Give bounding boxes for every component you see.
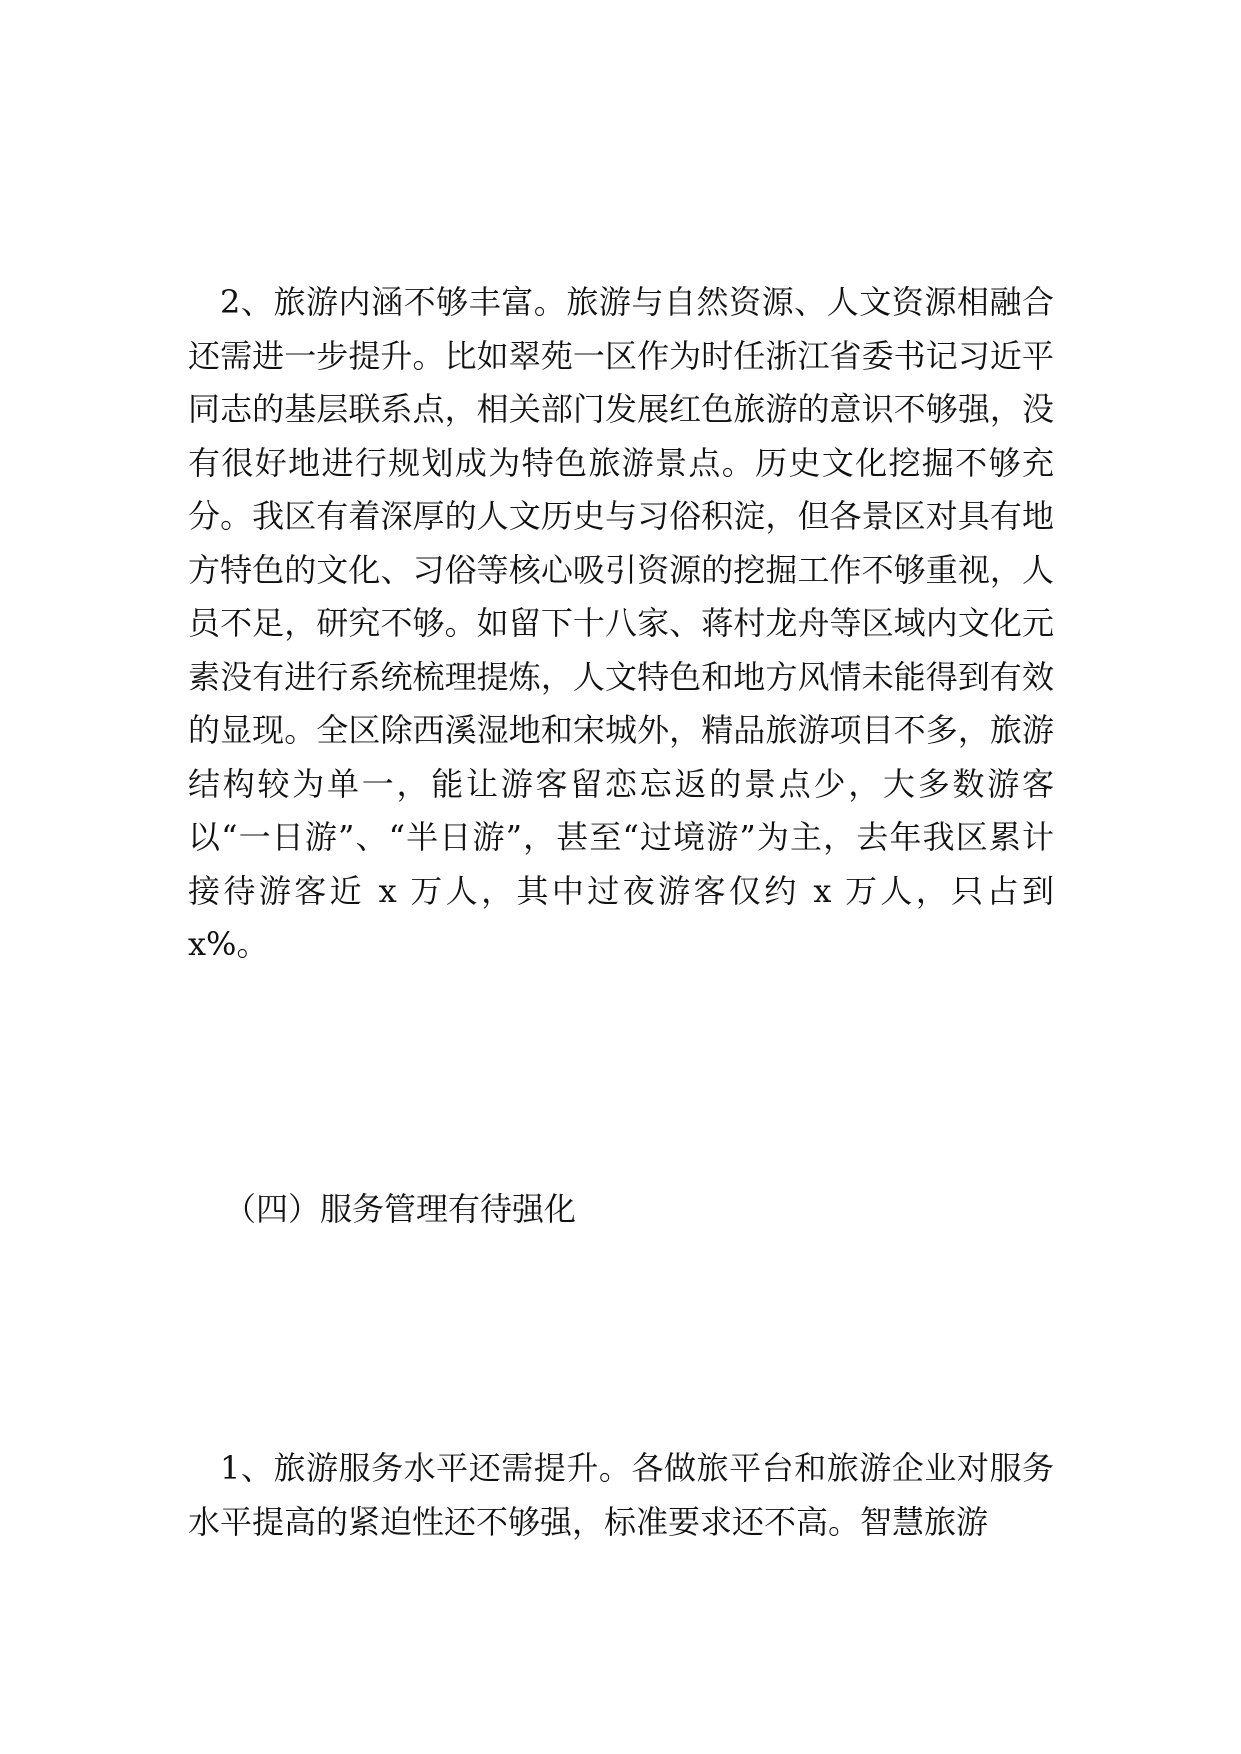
body-paragraph: [188, 1442, 1054, 1549]
paragraph-text: 1、旅游服务水平还需提升。各做旅平台和旅游企业对服务水平提高的紧迫性还不够强，标准要求还不高。智慧旅游: [188, 1449, 1054, 1541]
section-heading: （四）服务管理有待强化: [224, 1190, 577, 1228]
paragraph-text: 2、旅游内涵不够丰富。旅游与自然资源、人文资源相融合还需进一步提升。比如翠苑一区作为时任浙江省委书记习近平同志的基层联系点，相关部门发展红色旅游的意识不够强，没有很好地进行规划成为特色旅游景点。历史文化挖掘不够充分。我区有着深厚的人文历史与习俗积淀，但各景区对具有地方特色的文化、习俗等核心吸引资源的挖掘工作不够重视，人员不足，研究不够。如留下十八家、蒋村龙舟等区域内文化元素没有进行系统梳理提炼，人文特色和地方风情未能得到有效的显现。全区除西溪湿地和宋城外，精品旅游项目不多，旅游结构较为单一，能让游客留恋忘返的景点少，大多数游客以“一日游”、“半日游”，甚至“过境游”为主，去年我区累计接待游客近 x 万人，其中过夜游客仅约 x 万人，只占到 x%。: [188, 283, 1054, 963]
body-paragraph: [188, 276, 1054, 972]
